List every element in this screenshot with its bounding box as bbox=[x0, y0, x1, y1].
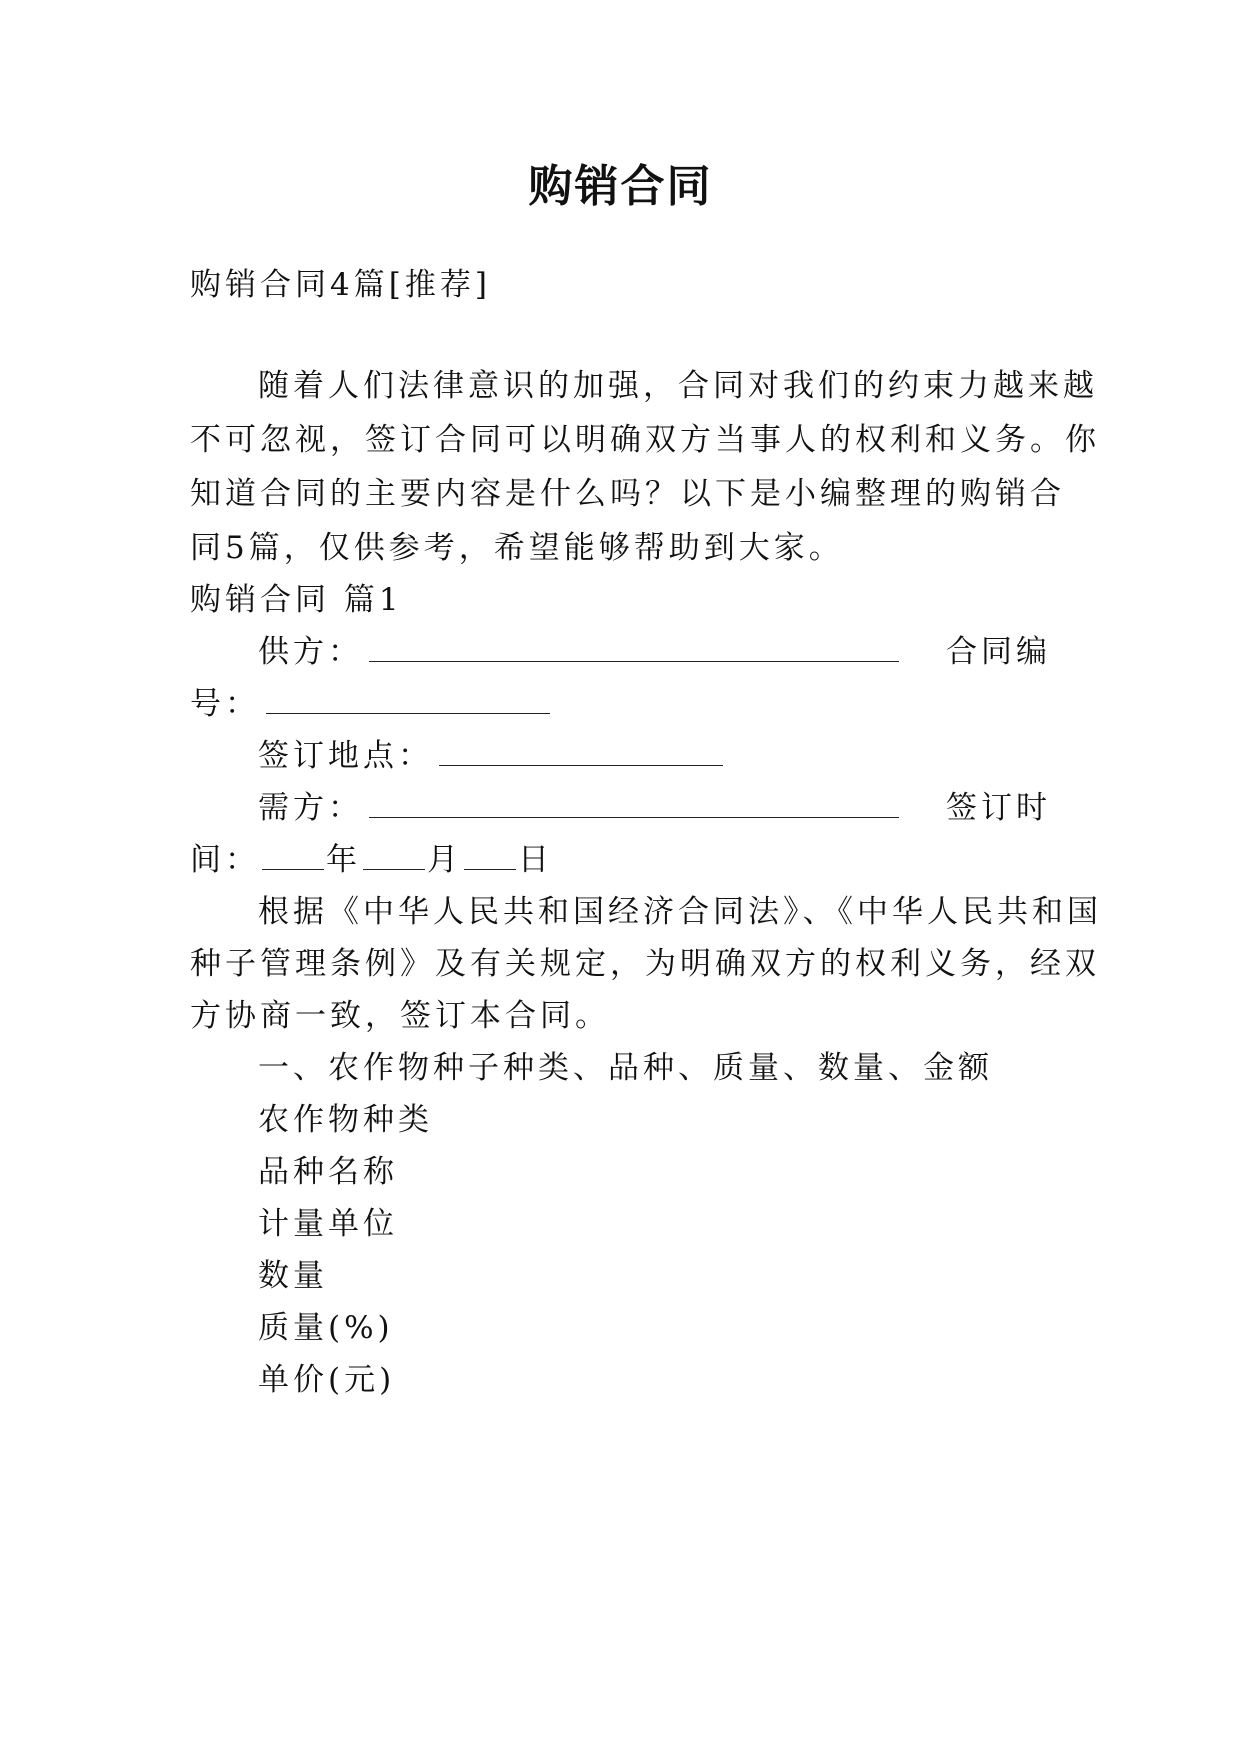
sign-time-label-b: 间： bbox=[190, 842, 260, 878]
section-heading: 购销合同 篇1 bbox=[190, 582, 403, 618]
intro-line: 不可忽视，签订合同可以明确双方当事人的权利和义务。你 bbox=[190, 422, 1100, 458]
basis-line: 方协商一致，签订本合同。 bbox=[190, 998, 610, 1034]
item-quantity: 数量 bbox=[258, 1258, 328, 1294]
buyer-label: 需方： bbox=[258, 790, 363, 826]
clause-one-heading: 一、农作物种子种类、品种、质量、数量、金额 bbox=[258, 1050, 993, 1086]
place-blank bbox=[439, 737, 723, 766]
buyer-blank bbox=[369, 789, 899, 818]
basis-line: 种子管理条例》及有关规定，为明确双方的权利义务，经双 bbox=[190, 946, 1100, 982]
item-quality: 质量(%) bbox=[258, 1310, 394, 1346]
item-unit: 计量单位 bbox=[258, 1206, 398, 1242]
supplier-blank bbox=[369, 633, 899, 662]
year-blank bbox=[262, 841, 324, 870]
item-unit-price: 单价(元) bbox=[258, 1362, 396, 1398]
month-label: 月 bbox=[427, 842, 462, 878]
place-row bbox=[258, 736, 723, 776]
basis-line: 根据《中华人民共和国经济合同法》、《中华人民共和国 bbox=[258, 894, 1102, 930]
intro-line: 同5篇，仅供参考，希望能够帮助到大家。 bbox=[190, 530, 844, 566]
day-label: 日 bbox=[518, 842, 553, 878]
sign-time-row bbox=[190, 840, 553, 880]
contract-no-row bbox=[190, 684, 550, 724]
place-label: 签订地点： bbox=[258, 738, 433, 774]
contract-no-label-a: 合同编 bbox=[946, 634, 1051, 670]
supplier-label: 供方： bbox=[258, 634, 363, 670]
contract-no-label-b: 号： bbox=[190, 686, 260, 722]
intro-line: 随着人们法律意识的加强，合同对我们的约束力越来越 bbox=[258, 368, 1098, 404]
document-title: 购销合同 bbox=[528, 161, 713, 212]
sign-time-label-a: 签订时 bbox=[946, 790, 1051, 826]
item-crop-type: 农作物种类 bbox=[258, 1102, 433, 1138]
supplier-row bbox=[258, 632, 899, 672]
day-blank bbox=[464, 841, 516, 870]
contract-no-blank bbox=[266, 685, 550, 714]
year-label: 年 bbox=[326, 842, 361, 878]
item-variety-name: 品种名称 bbox=[258, 1154, 398, 1190]
month-blank bbox=[363, 841, 425, 870]
document-subtitle: 购销合同4篇[推荐] bbox=[190, 267, 491, 303]
intro-line: 知道合同的主要内容是什么吗？以下是小编整理的购销合 bbox=[190, 476, 1065, 512]
buyer-row bbox=[258, 788, 899, 828]
